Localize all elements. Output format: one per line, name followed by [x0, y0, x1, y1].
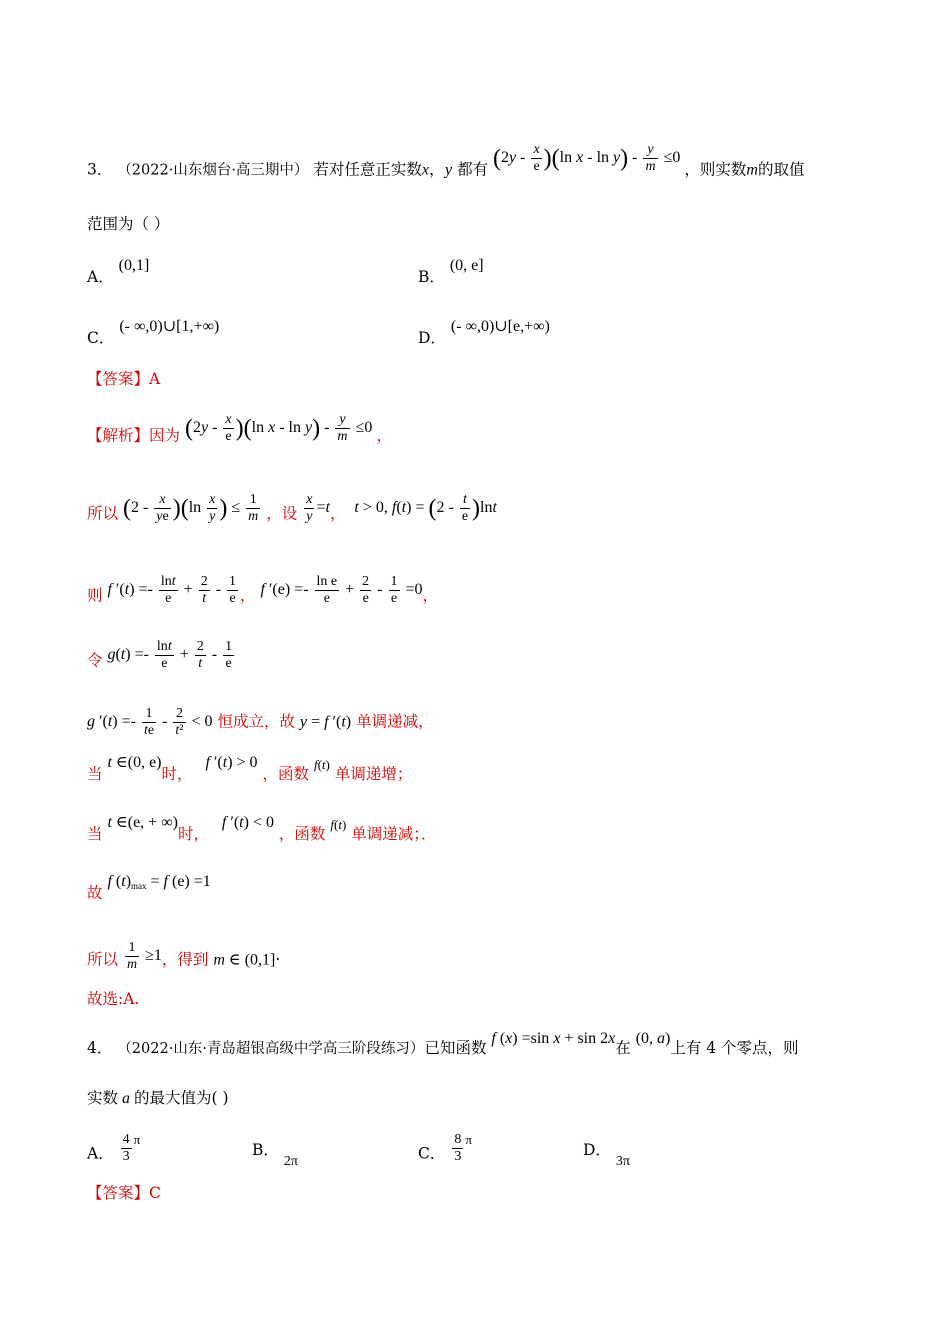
q4-stem: 4． （2022·山东·青岛超银高级中学高三阶段练习）已知函数 f (x) =sin x + sin 2x在 (0, a)上有 4 个零点，则 [87, 1030, 799, 1057]
q3-number: 3． [87, 160, 113, 179]
q3-inequality: (2y - $\frac{x}{e}$ )(ln x - ln y) - $\frac{y}{m}$ ≤0 [493, 142, 685, 175]
q3-source: （2022·山东烟台·高三期中） [117, 162, 309, 179]
q3-analysis-5: g ′(t) =- $\frac{1}{te}$ - $\frac{2}{\text{t²}}$ < 0 恒成立，故 y = f ′(t) 单调递减， [87, 706, 434, 739]
q4-option-b: B． 2π [252, 1141, 298, 1169]
q3-analysis-9: 所以 $\frac{1}{m}$ ≥1，得到 m ∈ (0,1]· [87, 940, 281, 973]
q4-answer: 【答案】C [87, 1184, 161, 1202]
q3-option-b: B． (0, e] [418, 257, 484, 286]
q4-option-c: C． $\frac{8}{3}$ $^\pi$ [418, 1132, 472, 1165]
q3-conclusion: 故选:A. [87, 990, 140, 1008]
q3-analysis-1: 【解析】因为 (2y - $\frac{x}{e}$ )(ln x - ln y) - $\frac{y}{m}$ ≤0 ， [87, 412, 392, 445]
q3-analysis-7: 当 t ∈(e, + ∞)时， f ′(t) < 0 ，函数 $^{f(t)}$ 单调递减；． [87, 814, 437, 843]
q3-analysis-2: 所以 (2 - $\frac{x}{ye}$ )(ln $\frac{x}{y}$ ) ≤ $\frac{1}{m}$ ，设 $\frac{x}{y}$ =t， t > 0, f(t) = (2 - $\frac{t}{e}$ )lnt [87, 492, 497, 525]
q3-analysis-3: 则 f ′(t) =- $\frac{\ln t}{e}$ + $\frac{2}{t}$ - $\frac{1}{e}$ ， f ′(e) =- $\frac{\text{ln e}}{e}$ + $\frac{2}{e}$ - $\frac{1}{e}$ =0， [87, 574, 439, 607]
q3-answer: 【答案】A [87, 370, 161, 388]
q4-source: （2022·山东·青岛超银高级中学高三阶段练习） [117, 1041, 425, 1057]
q3-option-c: C． (- ∞,0)∪[1,+∞) [87, 318, 220, 347]
q4-number: 4． [87, 1039, 113, 1057]
q4-option-d: D． 3π [583, 1141, 630, 1169]
q3-option-d: D． (- ∞,0)∪[e,+∞) [418, 318, 550, 347]
q4-option-a: A． $\frac{4}{3}$ $^\pi$ [87, 1132, 141, 1165]
q4-stem-line2: 实数 a 的最大值为( ) [87, 1089, 229, 1107]
q3-analysis-6: 当 t ∈(0, e)时， f ′(t) > 0 ，函数 $^{f(t)}$ 单调递增； [87, 754, 413, 783]
q3-stem-line2: 范围为（ ） [87, 215, 170, 233]
q3-analysis-8: 故 f $(t)_{max} = f$ (e) =1 [87, 873, 211, 902]
q3-analysis-4: 令 g(t) =- $\frac{\ln t}{e}$ + $\frac{2}{t}$ - $\frac{1}{e}$ [87, 639, 233, 672]
q3-option-a: A． (0,1] [87, 257, 150, 286]
q3-stem: 3． （2022·山东烟台·高三期中） 若对任意正实数x，y 都有 (2y - $\frac{x}{e}$ )(ln x - ln y) - $\frac{y}{m}$ ≤0 ，则实数m的取值 [87, 142, 805, 179]
